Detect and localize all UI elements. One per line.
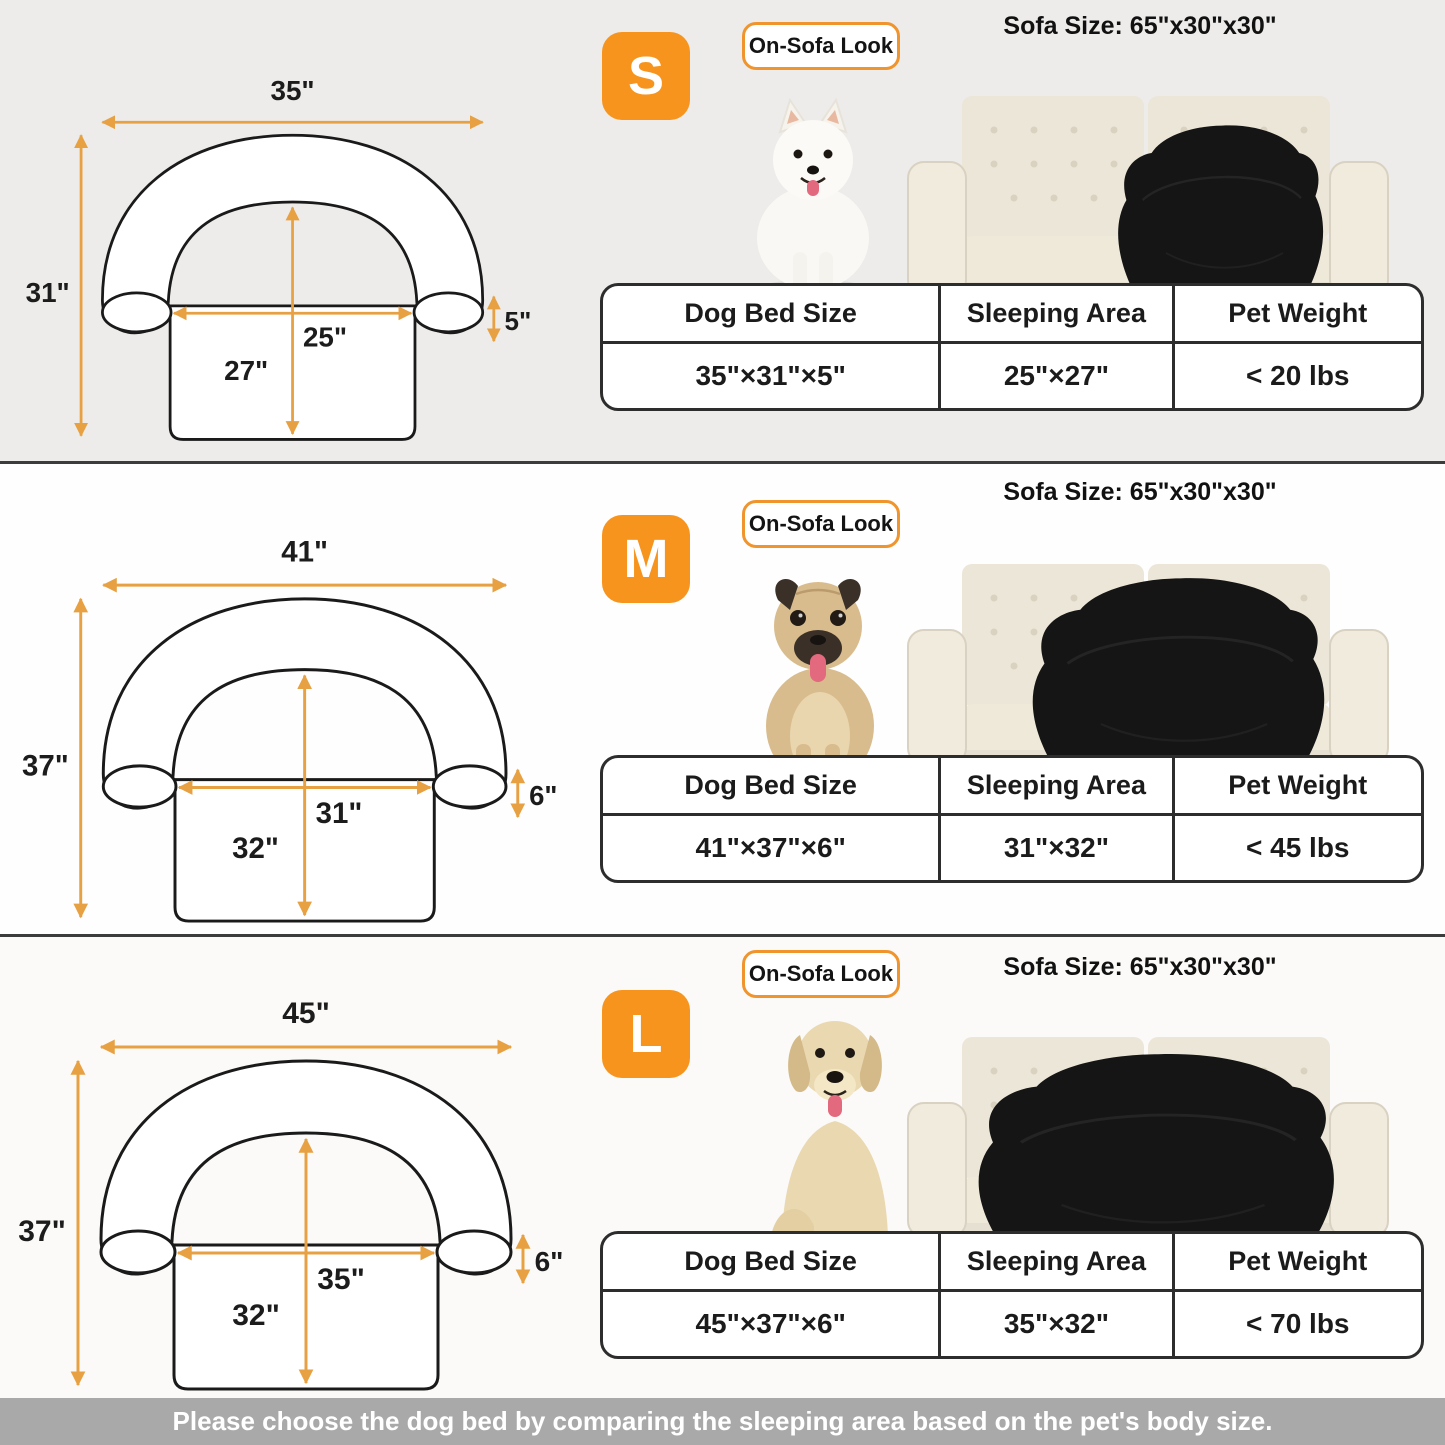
table-value-pet-weight: < 20 lbs — [1172, 344, 1421, 408]
sofa-size-label: Sofa Size: 65"x30"x30" — [1003, 478, 1277, 506]
spec-table-m — [600, 755, 1424, 883]
table-header-cell: Sleeping Area — [938, 1234, 1171, 1289]
dim-width-label: 35" — [270, 74, 315, 106]
section-size-l — [0, 937, 1445, 1398]
on-sofa-look-label: On-Sofa Look — [748, 511, 894, 536]
dim-bolster-label: 6" — [534, 1246, 564, 1277]
table-header-cell: Pet Weight — [1172, 758, 1421, 813]
size-letter: L — [629, 1004, 663, 1064]
table-header-cell: Dog Bed Size — [684, 298, 857, 328]
table-header-row — [603, 286, 1421, 344]
table-value-pet-weight: < 45 lbs — [1172, 816, 1421, 880]
table-header-cell: Dog Bed Size — [684, 1246, 857, 1276]
dimension-diagram-s — [14, 74, 534, 445]
table-value-pet-weight: < 70 lbs — [1172, 1292, 1421, 1356]
bolster-end-right — [414, 293, 483, 332]
table-header-cell: Sleeping Area — [938, 758, 1171, 813]
dim-height-label: 31" — [25, 277, 70, 309]
table-value-bed-size: 35"×31"×5" — [695, 360, 846, 391]
size-letter: S — [627, 46, 665, 106]
on-sofa-look-label: On-Sofa Look — [748, 961, 894, 986]
table-value-bed-size: 41"×37"×6" — [695, 832, 846, 863]
dimension-diagram-m — [10, 534, 560, 927]
bolster-end-left — [102, 293, 171, 332]
dim-bolster-label: 5" — [504, 305, 532, 336]
table-header-cell: Pet Weight — [1172, 1234, 1421, 1289]
bolster-end-right — [437, 1231, 511, 1273]
dim-width-label: 41" — [281, 535, 329, 569]
dim-sleep-width-label: 25" — [302, 321, 348, 353]
dim-sleep-width-label: 31" — [315, 796, 363, 830]
dim-sleep-height-label: 32" — [232, 1299, 280, 1332]
dim-sleep-height-label: 27" — [224, 355, 269, 387]
sofa-size-label: Sofa Size: 65"x30"x30" — [1003, 953, 1277, 981]
size-badge-s — [602, 32, 690, 120]
section-size-m — [0, 464, 1445, 934]
bolster-end-left — [101, 1231, 175, 1273]
dim-sleep-width-label: 35" — [317, 1263, 365, 1296]
dim-sleep-height-label: 32" — [232, 832, 279, 866]
table-header-row — [603, 1234, 1421, 1292]
table-value-row — [603, 344, 1421, 408]
spec-table-s — [600, 283, 1424, 411]
table-value-row — [603, 1292, 1421, 1356]
table-value-sleeping-area: 25"×27" — [938, 344, 1171, 408]
table-header-cell: Pet Weight — [1172, 286, 1421, 341]
dim-height-label: 37" — [21, 749, 69, 783]
table-header-cell: Sleeping Area — [938, 286, 1171, 341]
size-letter: M — [623, 529, 669, 589]
table-value-bed-size: 45"×37"×6" — [695, 1308, 846, 1339]
bottom-note-text: Please choose the dog bed by comparing the sleeping area based on the pet's body size. — [172, 1406, 1273, 1436]
sofa-size-label: Sofa Size: 65"x30"x30" — [1003, 12, 1277, 40]
dim-width-label: 45" — [282, 997, 330, 1030]
bottom-note-banner — [0, 1398, 1445, 1445]
bolster-end-left — [103, 766, 176, 807]
table-value-sleeping-area: 31"×32" — [938, 816, 1171, 880]
dim-height-label: 37" — [18, 1215, 66, 1248]
table-value-sleeping-area: 35"×32" — [938, 1292, 1171, 1356]
dim-bolster-label: 6" — [529, 780, 558, 812]
bolster-end-right — [433, 766, 506, 807]
table-value-row — [603, 816, 1421, 880]
size-badge-m — [602, 515, 690, 603]
spec-table-l — [600, 1231, 1424, 1359]
dimension-diagram-l — [6, 995, 566, 1395]
table-header-row — [603, 758, 1421, 816]
on-sofa-look-label: On-Sofa Look — [748, 33, 894, 58]
section-size-s — [0, 0, 1445, 461]
size-badge-l — [602, 990, 690, 1078]
table-header-cell: Dog Bed Size — [684, 770, 857, 800]
dog-image-pomeranian — [738, 88, 888, 293]
